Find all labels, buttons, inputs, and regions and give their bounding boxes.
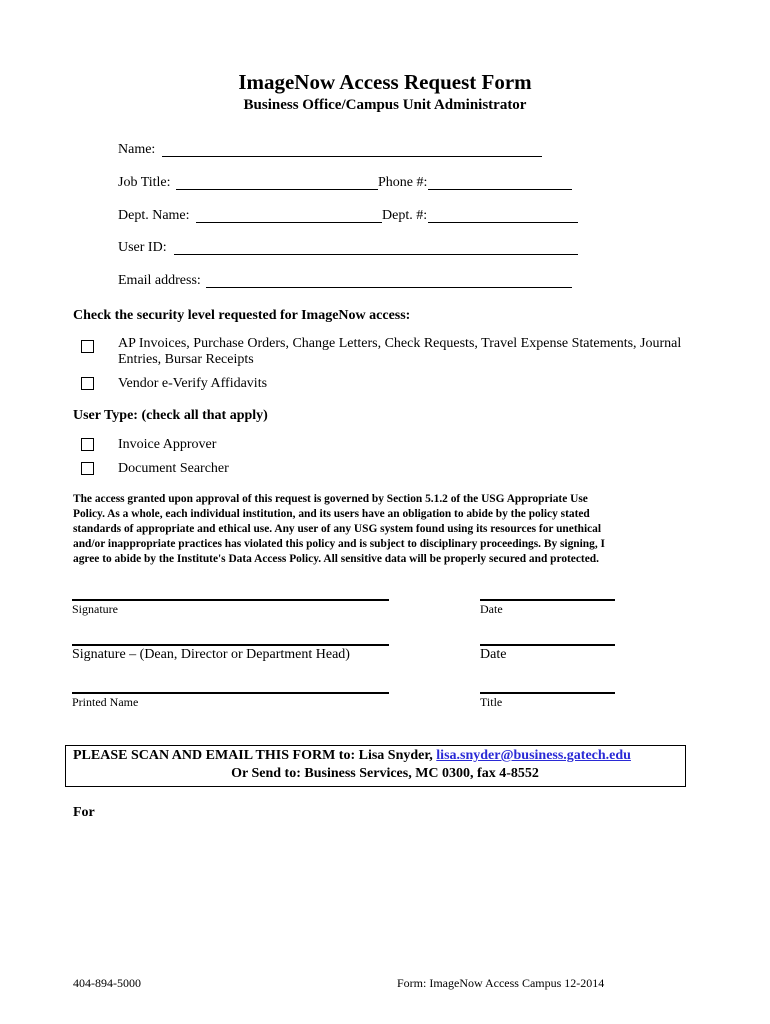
checkbox-document-searcher[interactable] (81, 462, 94, 475)
title-label: Title (480, 695, 503, 709)
policy-line: agree to abide by the Institute's Data Access Policy. All sensitive data will be properly secured and protected. (73, 553, 599, 565)
option-document-searcher-label: Document Searcher (118, 461, 229, 476)
phone-field-line[interactable] (428, 189, 572, 190)
instructions-line-2: Or Send to: Business Services, MC 0300, fax 4-8552 (231, 766, 539, 781)
instructions-line-1 (73, 748, 631, 764)
job-title-field-line[interactable] (176, 189, 378, 190)
signature-label: Signature (72, 602, 118, 616)
footer-phone: 404-894-5000 (73, 976, 141, 990)
job-title-label: Job Title: (118, 175, 171, 190)
title-line[interactable] (480, 692, 615, 694)
printed-name-line[interactable] (72, 692, 389, 694)
signature-head-label: Signature – (Dean, Director or Department Head) (72, 647, 350, 662)
footer-form-id: Form: ImageNow Access Campus 12-2014 (397, 976, 605, 990)
dept-no-field-line[interactable] (428, 222, 578, 223)
dept-no-label: Dept. #: (382, 208, 428, 223)
policy-line: and/or inappropriate practices has violated this policy and is subject to disciplinary proceedings. By signing, I (73, 538, 605, 550)
name-field-line[interactable] (162, 156, 542, 157)
policy-paragraph (73, 492, 673, 567)
date-label-2: Date (480, 647, 507, 662)
checkbox-ap-invoices[interactable] (81, 340, 94, 353)
option-ap-invoices-label-cont: Entries, Bursar Receipts (118, 352, 254, 367)
policy-line: The access granted upon approval of this request is governed by Section 5.1.2 of the USG Appropriate Use (73, 493, 588, 505)
option-ap-invoices-label: AP Invoices, Purchase Orders, Change Letters, Check Requests, Travel Expense Statements, Journal (118, 336, 682, 351)
option-vendor-everify-label: Vendor e-Verify Affidavits (118, 376, 268, 391)
policy-line: Policy. As a whole, each individual institution, and its users have an obligation to abide by the policy stated (73, 508, 590, 520)
form-subtitle: Business Office/Campus Unit Administrator (243, 97, 527, 113)
form-title: ImageNow Access Request Form (238, 70, 532, 94)
dept-name-label: Dept. Name: (118, 208, 190, 223)
dept-name-field-line[interactable] (196, 222, 382, 223)
security-heading: Check the security level requested for ImageNow access: (73, 308, 411, 323)
email-label: Email address: (118, 273, 201, 288)
checkbox-invoice-approver[interactable] (81, 438, 94, 451)
email-link[interactable]: lisa.snyder@business.gatech.edu (436, 748, 631, 763)
policy-line: standards of appropriate and ethical use. Any user of any USG system found using its resources for unethical (73, 523, 602, 535)
date-line-2[interactable] (480, 644, 615, 646)
date-label-1: Date (480, 602, 503, 616)
user-id-label: User ID: (118, 240, 167, 255)
email-field-line[interactable] (206, 287, 572, 288)
date-line-1[interactable] (480, 599, 615, 601)
instructions-prefix: PLEASE SCAN AND EMAIL THIS FORM to: Lisa Snyder, (73, 748, 437, 763)
user-type-heading: User Type: (check all that apply) (73, 408, 268, 423)
signature-head-line[interactable] (72, 644, 389, 646)
signature-line[interactable] (72, 599, 389, 601)
option-invoice-approver-label: Invoice Approver (118, 437, 217, 452)
for-label: For (73, 805, 95, 820)
name-label: Name: (118, 142, 156, 157)
checkbox-vendor-everify[interactable] (81, 377, 94, 390)
user-id-field-line[interactable] (174, 254, 578, 255)
phone-label: Phone #: (378, 175, 428, 190)
printed-name-label: Printed Name (72, 695, 139, 709)
